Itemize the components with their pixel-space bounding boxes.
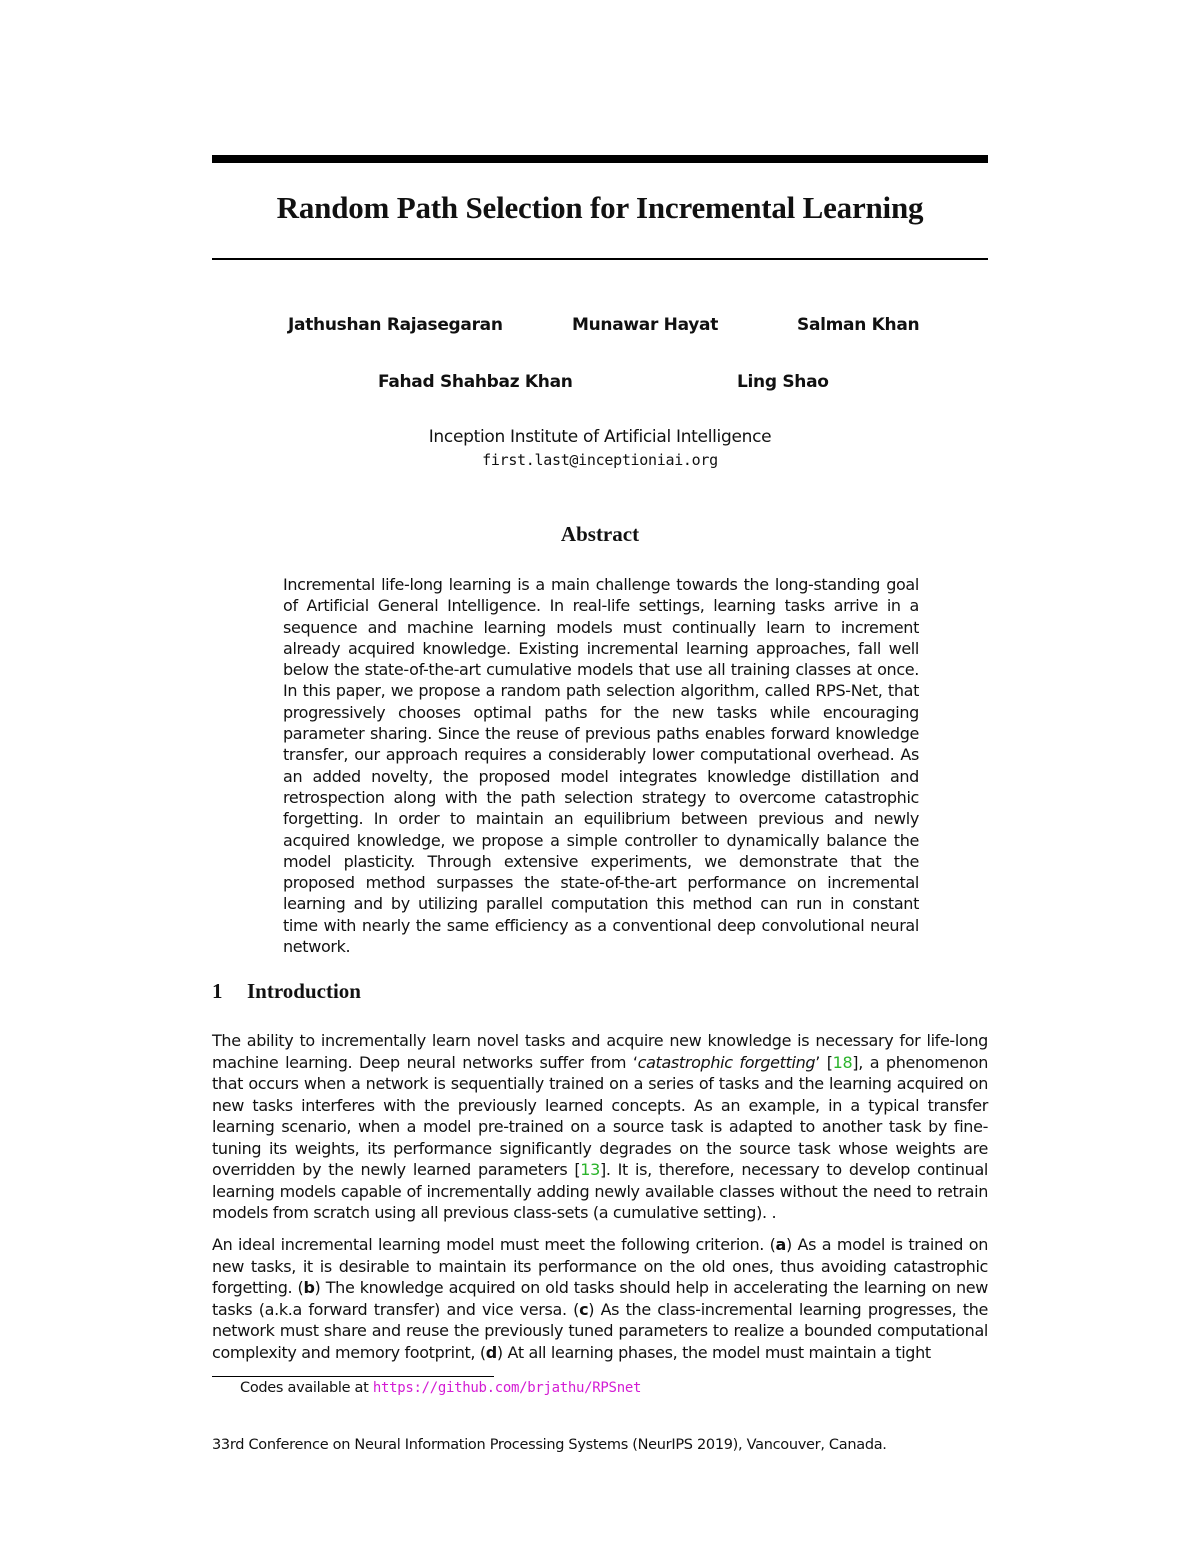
affiliation-email: first.last@inceptioniai.org <box>482 451 718 469</box>
title-bottom-rule <box>212 258 988 260</box>
title-top-rule <box>212 155 988 163</box>
text-run: ) At all learning phases, the model must maintain a tight <box>496 1342 931 1362</box>
text-run: The ability to incrementally learn novel tasks and acquire new knowledge is necessary for life-long machine learning. Deep neural networks suffer from ‘ <box>212 1031 988 1072</box>
author-name: Salman Khan <box>797 315 920 335</box>
footnote-rule <box>212 1376 494 1377</box>
section-title: Introduction <box>247 979 361 1003</box>
text-run: ) As the class-incremental learning progresses, the network must share and reuse the previously tuned parameters to realize a bounded computational complexity and memory footprint, ( <box>212 1299 988 1362</box>
author-name: Jathushan Rajasegaran <box>288 315 503 335</box>
criterion-label: b <box>303 1278 315 1297</box>
text-run: ], a phenomenon that occurs when a network is sequentially trained on a series of tasks and the learning acquired on new tasks interferes with the previously learned concepts. As an example, in a typical transfer learning scenario, when a model pre-trained on a source task is adapted to another task by fine-tuning its weights, its performance significantly degrades on the source task whose weights are overridden by the newly learned parameters [ <box>212 1052 988 1179</box>
citation-link[interactable]: 13 <box>580 1160 600 1179</box>
text-run: An ideal incremental learning model must meet the following criterion. ( <box>212 1235 776 1254</box>
affiliation <box>212 426 988 472</box>
intro-paragraph-1 <box>212 1030 988 1224</box>
author-name: Ling Shao <box>737 372 829 392</box>
text-run: ]. It is, therefore, necessary to develop continual learning models capable of incrementally adding newly available classes without the need to retrain models from scratch using all previous class-sets (a cumulative setting). . <box>212 1160 988 1222</box>
criterion-label: a <box>775 1235 786 1254</box>
abstract-heading: Abstract <box>560 522 640 546</box>
abstract-text: Incremental life-long learning is a main challenge towards the long-standing goal of Artificial General Intelligence. In real-life settings, learning tasks arrive in a sequence and machine learning models must continually learn to increment already acquired knowledge. Existing incremental learning approaches, fall well below the state-of-the-art cumulative models that use all training classes at once. In this paper, we propose a random path selection algorithm, called RPS-Net, that progressively chooses optimal paths for the new tasks while encouraging parameter sharing. Since the reuse of previous paths enables forward knowledge transfer, our approach requires a considerably lower computational overhead. As an added novelty, the proposed model integrates knowledge distillation and retrospection along with the path selection strategy to overcome catastrophic forgetting. In order to maintain an equilibrium between previous and newly acquired knowledge, we propose a simple controller to dynamically balance the model plasticity. Through extensive experiments, we demonstrate that the proposed method surpasses the state-of-the-art performance on incremental learning and by utilizing parallel computation this method can run in constant time with nearly the same efficiency as a conventional deep convolutional neural network. <box>283 575 919 957</box>
author-name: Fahad Shahbaz Khan <box>378 372 573 392</box>
citation-link[interactable]: 18 <box>832 1052 853 1072</box>
section-number: 1 <box>212 979 223 1003</box>
code-link[interactable]: https://github.com/brjathu/RPSnet <box>372 1380 642 1396</box>
criterion-label: c <box>579 1299 589 1319</box>
text-run: ) The knowledge acquired on old tasks should help in accelerating the learning on new tasks (a.k.a forward transfer) and vice versa. ( <box>212 1278 989 1319</box>
paper-title: Random Path Selection for Incremental Learning <box>276 190 924 225</box>
criterion-label: d <box>485 1342 497 1362</box>
venue-note: 33rd Conference on Neural Information Processing Systems (NeurIPS 2019), Vancouver, Canada. <box>212 1437 887 1453</box>
author-name: Munawar Hayat <box>572 315 719 335</box>
emphasis-text: catastrophic forgetting <box>637 1052 816 1072</box>
section-heading <box>212 979 361 1004</box>
footnote <box>240 1380 641 1396</box>
text-run: ’ [ <box>815 1052 833 1072</box>
affiliation-institute: Inception Institute of Artificial Intelligence <box>428 427 772 447</box>
footnote-text: Codes available at <box>240 1380 373 1396</box>
text-run: ) As a model is trained on new tasks, it is desirable to maintain its performance on the old ones, thus avoiding catastrophic forgetting. ( <box>212 1235 988 1297</box>
intro-paragraph-2 <box>212 1234 988 1363</box>
